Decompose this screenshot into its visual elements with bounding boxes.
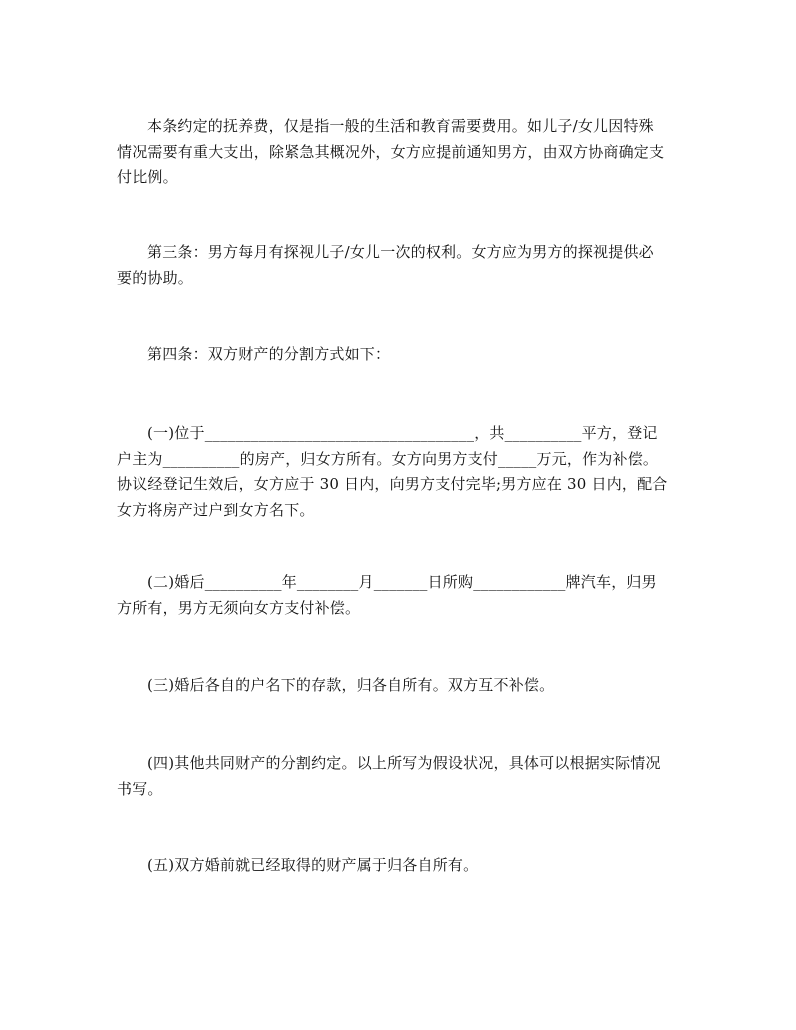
text-line: (三)婚后各自的户名下的存款，归各自所有。双方互不补偿。 (147, 676, 555, 694)
paragraph-item-1-house (117, 421, 687, 523)
text-line: 方所有，男方无须向女方支付补偿。 (117, 598, 361, 617)
text-line: 情况需要有重大支出，除紧急其概况外，女方应提前通知男方，由双方协商确定支 (117, 142, 665, 161)
paragraph-item-4-other (117, 751, 687, 802)
text-line: 书写。 (117, 779, 163, 798)
paragraph-article-4 (117, 342, 687, 368)
text-line: (四)其他共同财产的分割约定。以上所写为假设状况，具体可以根据实际情况 (147, 754, 661, 772)
paragraph-item-3-deposits (117, 673, 687, 699)
text-line: 协议经登记生效后，女方应于 30 日内，向男方支付完毕;男方应在 30 日内，配合 (117, 475, 668, 493)
text-line: (二)婚后__________年________月_______日所购____________牌汽车，归男 (147, 573, 657, 591)
text-line: (一)位于___________________________________，共__________平方，登记 (147, 424, 658, 442)
text-line: 女方将房产过户到女方名下。 (117, 500, 315, 519)
paragraph-item-5-premarital (117, 853, 687, 879)
paragraph-child-support-scope (117, 114, 687, 191)
paragraph-item-2-car (117, 570, 687, 621)
text-line: 本条约定的抚养费，仅是指一般的生活和教育需要费用。如儿子/女儿因特殊 (147, 117, 654, 135)
text-line: 户主为__________的房产，归女方所有。女方向男方支付_____万元，作为补偿。 (117, 449, 659, 468)
text-line: (五)双方婚前就已经取得的财产属于归各自所有。 (147, 856, 479, 874)
text-line: 第三条：男方每月有探视儿子/女儿一次的权利。女方应为男方的探视提供必 (147, 243, 654, 261)
paragraph-article-3 (117, 240, 687, 291)
text-line: 要的协助。 (117, 268, 194, 287)
text-line: 付比例。 (117, 168, 178, 186)
text-line: 第四条：双方财产的分割方式如下： (147, 345, 391, 363)
